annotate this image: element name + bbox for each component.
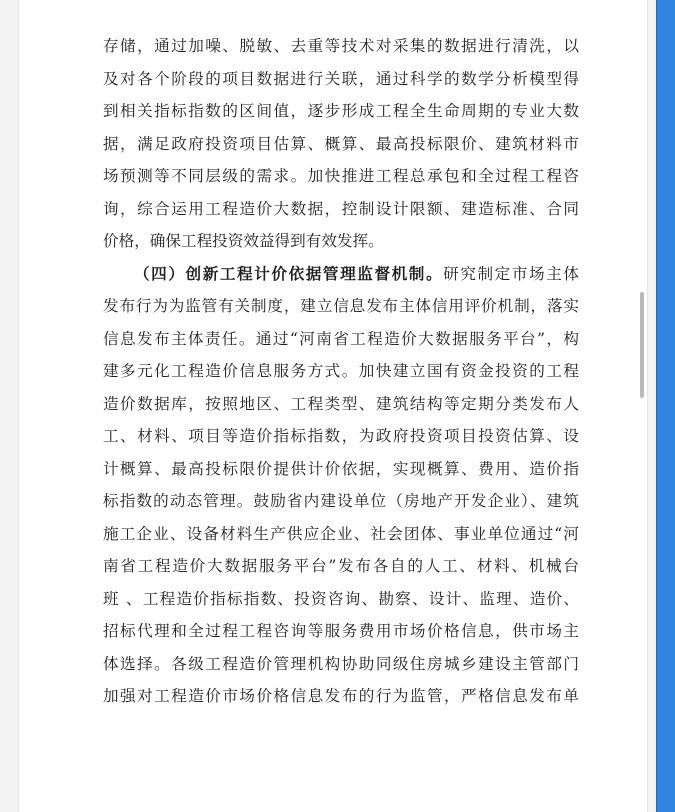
paragraph-1-line-5: 场预测等不同层级的需求。加快推进工程总承包和全过程工程咨 bbox=[103, 167, 579, 185]
paragraph-2-line-2: 发布行为为监管有关制度，建立信息发布主体信用评价机制，落实 bbox=[103, 297, 579, 315]
paragraph-2-first-line-text: 研究制定市场主体 bbox=[443, 264, 579, 283]
paragraph-1-line-7: 价格，确保工程投资效益得到有效发挥。 bbox=[103, 232, 384, 250]
paragraph-1-line-4: 据，满足政府投资项目估算、概算、最高投标限价、建筑材料市 bbox=[103, 134, 579, 153]
paragraph-2-line-6: 工、材料、项目等造价指标指数，为政府投资项目投资估算、设 bbox=[103, 427, 579, 445]
paragraph-2-first-line bbox=[103, 258, 579, 291]
scrollbar-thumb[interactable] bbox=[640, 292, 644, 398]
paragraph-1-line-6: 询，综合运用工程造价大数据，控制设计限额、建造标准、合同 bbox=[103, 199, 579, 218]
vertical-scrollbar[interactable] bbox=[636, 0, 646, 812]
paragraph-2-line-10: 南省工程造价大数据服务平台”发布各自的人工、材料、机械台 bbox=[103, 557, 579, 575]
paragraph-2-line-4: 建多元化工程造价信息服务方式。加快建立国有资金投资的工程 bbox=[103, 362, 579, 380]
paragraph-1-line-3: 到相关指标指数的区间值，逐步形成工程全生命周期的专业大数 bbox=[103, 102, 579, 120]
document-body bbox=[103, 30, 579, 713]
paragraph-2-line-7: 计概算、最高投标限价提供计价依据，实现概算、费用、造价指 bbox=[103, 459, 579, 478]
paragraph-2-line-11: 班 、工程造价指标指数、投资咨询、勘察、设计、监理、造价、 bbox=[103, 589, 579, 608]
paragraph-2-line-12: 招标代理和全过程工程咨询等服务费用市场价格信息，供市场主 bbox=[103, 622, 579, 640]
paragraph-2-line-9: 施工企业、设备材料生产供应企业、社会团体、事业单位通过“河 bbox=[103, 524, 579, 543]
paragraph-2-line-14: 加强对工程造价市场价格信息发布的行为监管，严格信息发布单 bbox=[103, 687, 579, 705]
paragraph-2-line-13: 体选择。各级工程造价管理机构协助同级住房城乡建设主管部门 bbox=[103, 654, 579, 673]
paragraph-2-line-3: 信息发布主体责任。通过“河南省工程造价大数据服务平台”，构 bbox=[103, 329, 579, 348]
paragraph-1-line-2: 及对各个阶段的项目数据进行关联，通过科学的数学分析模型得 bbox=[103, 69, 579, 88]
paragraph-2-line-5: 造价数据库，按照地区、工程类型、建筑结构等定期分类发布人 bbox=[103, 394, 579, 413]
paragraph-2-line-8: 标指数的动态管理。鼓励省内建设单位（房地产开发企业）、建筑 bbox=[103, 492, 579, 510]
section-heading: （四）创新工程计价依据管理监督机制。 bbox=[134, 264, 444, 283]
paragraph-1-line-1: 存储，通过加噪、脱敏、去重等技术对采集的数据进行清洗，以 bbox=[103, 37, 579, 55]
side-panel-bar bbox=[657, 0, 675, 812]
document-page bbox=[18, 0, 648, 812]
